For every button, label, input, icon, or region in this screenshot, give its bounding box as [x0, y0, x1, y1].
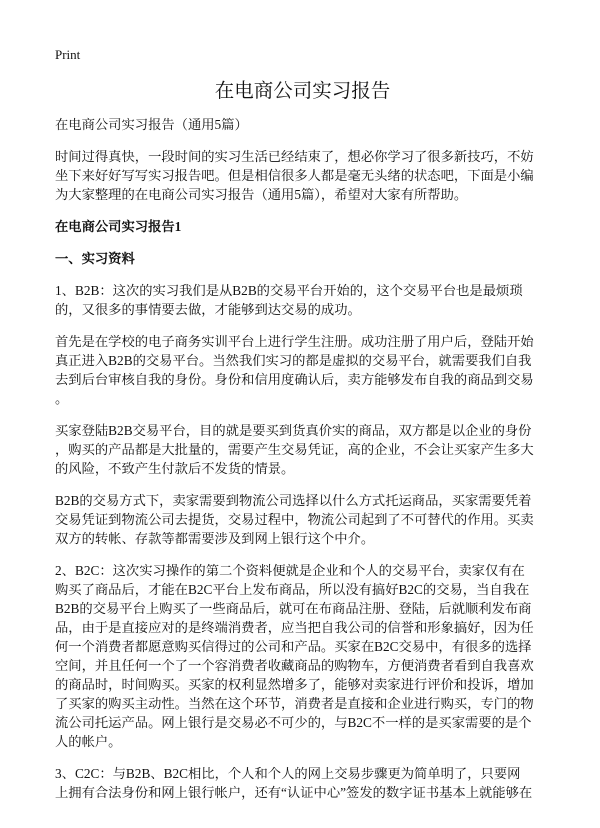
print-link[interactable]: Print: [55, 47, 81, 62]
text-line: ，购买的产品都是大批量的，需要产生交易凭证，高的企业，不会让买家产生多大: [55, 442, 534, 457]
document-subtitle: 在电商公司实习报告（通用5篇）: [55, 117, 248, 132]
document-body: [55, 78, 550, 815]
text-line: 。: [55, 391, 69, 406]
paragraph: [55, 281, 550, 319]
paragraph: [55, 491, 550, 548]
text-line: 1、B2B：这次的实习我们是从B2B的交易平台开始的，这个交易平台也是最烦琐: [55, 283, 523, 298]
text-line: 空间，并且任何一个了一个容消费者收藏商品的购物车，方便消费者看到自我喜欢: [55, 658, 534, 673]
text-line: 流公司托运产品。网上银行是交易必不可少的，与B2C不一样的是买家需要的是个: [55, 715, 532, 730]
text-line: 坐下来好好写写实习报告吧。但是相信很多人都是毫无头绪的状态吧，下面是小编: [55, 168, 534, 183]
document-title: 在电商公司实习报告: [214, 79, 391, 102]
text-line: 购买了商品后，才能在B2C平台上发布商品，所以没有搞好B2C的交易，当自我在: [55, 582, 530, 597]
text-line: 时间过得真快，一段时间的实习生活已经结束了，想必你学习了很多新技巧，不妨: [55, 149, 534, 164]
text-line: 3、C2C：与B2B、B2C相比，个人和个人的网上交易步骤更为简单明了，只要网: [55, 766, 521, 781]
text-line: B2B的交易方式下，卖家需要到物流公司选择以什么方式托运商品，买家需要凭着: [55, 493, 532, 508]
text-line: B2B的交易平台上购买了一些商品后，就可在布商品注册、登陆，后就顺利发布商: [55, 601, 532, 616]
paragraph: [55, 764, 550, 802]
text-line: 的，又很多的事情要去做，才能够到达交易的成功。: [55, 302, 361, 317]
text-line: 交易凭证到物流公司去提货，交易过程中，物流公司起到了不可替代的作用。买卖: [55, 512, 534, 527]
text-line: 真正进入B2B的交易平台。当然我们实习的都是虚拟的交易平台，就需要我们自我: [55, 353, 532, 368]
text-line: 了买家的购买主动性。当然在这个环节，消费者是直接和企业进行购买，专门的物: [55, 696, 534, 711]
text-line: 人的帐户。: [55, 734, 122, 749]
text-line: 的风险，不致产生付款后不发货的情景。: [55, 461, 295, 476]
text-line: 买家登陆B2B交易平台，目的就是要买到货真价实的商品，双方都是以企业的身份: [55, 423, 532, 438]
text-line: 品，由于是直接应对的是终端消费者，应当把自我公司的信誉和形象搞好，因为任: [55, 620, 534, 635]
text-line: 2、B2C：这次实习操作的第二个资料便就是企业和个人的交易平台，卖家仅有在: [55, 563, 525, 578]
text-line: 去到后台审核自我的身份。身份和信用度确认后，卖方能够发布自我的商品到交易: [55, 372, 534, 387]
text-line: 何一个消费者都愿意购买信得过的公司和产品。买家在B2C交易中，有很多的选择: [55, 639, 532, 654]
text-line: 首先是在学校的电子商务实训平台上进行学生注册。成功注册了用户后，登陆开始: [55, 334, 534, 349]
text-line: 上拥有合法身份和网上银行帐户，还有“认证中心”签发的数字证书基本上就能够在: [55, 785, 533, 800]
paragraphs: [55, 281, 550, 802]
intro-paragraph: [55, 147, 550, 204]
section-heading: 在电商公司实习报告1: [55, 219, 182, 234]
paragraph: [55, 421, 550, 478]
text-line: 双方的转帐、存款等都需要涉及到网上银行这个中介。: [55, 531, 375, 546]
text-line: 的商品时，时间购买。买家的权利显然增多了，能够对卖家进行评价和投诉，增加: [55, 677, 534, 692]
paragraph: [55, 332, 550, 408]
text-line: 为大家整理的在电商公司实习报告（通用5篇），希望对大家有所帮助。: [55, 187, 468, 202]
paragraph: [55, 561, 550, 751]
sub-heading: 一、实习资料: [55, 251, 135, 266]
